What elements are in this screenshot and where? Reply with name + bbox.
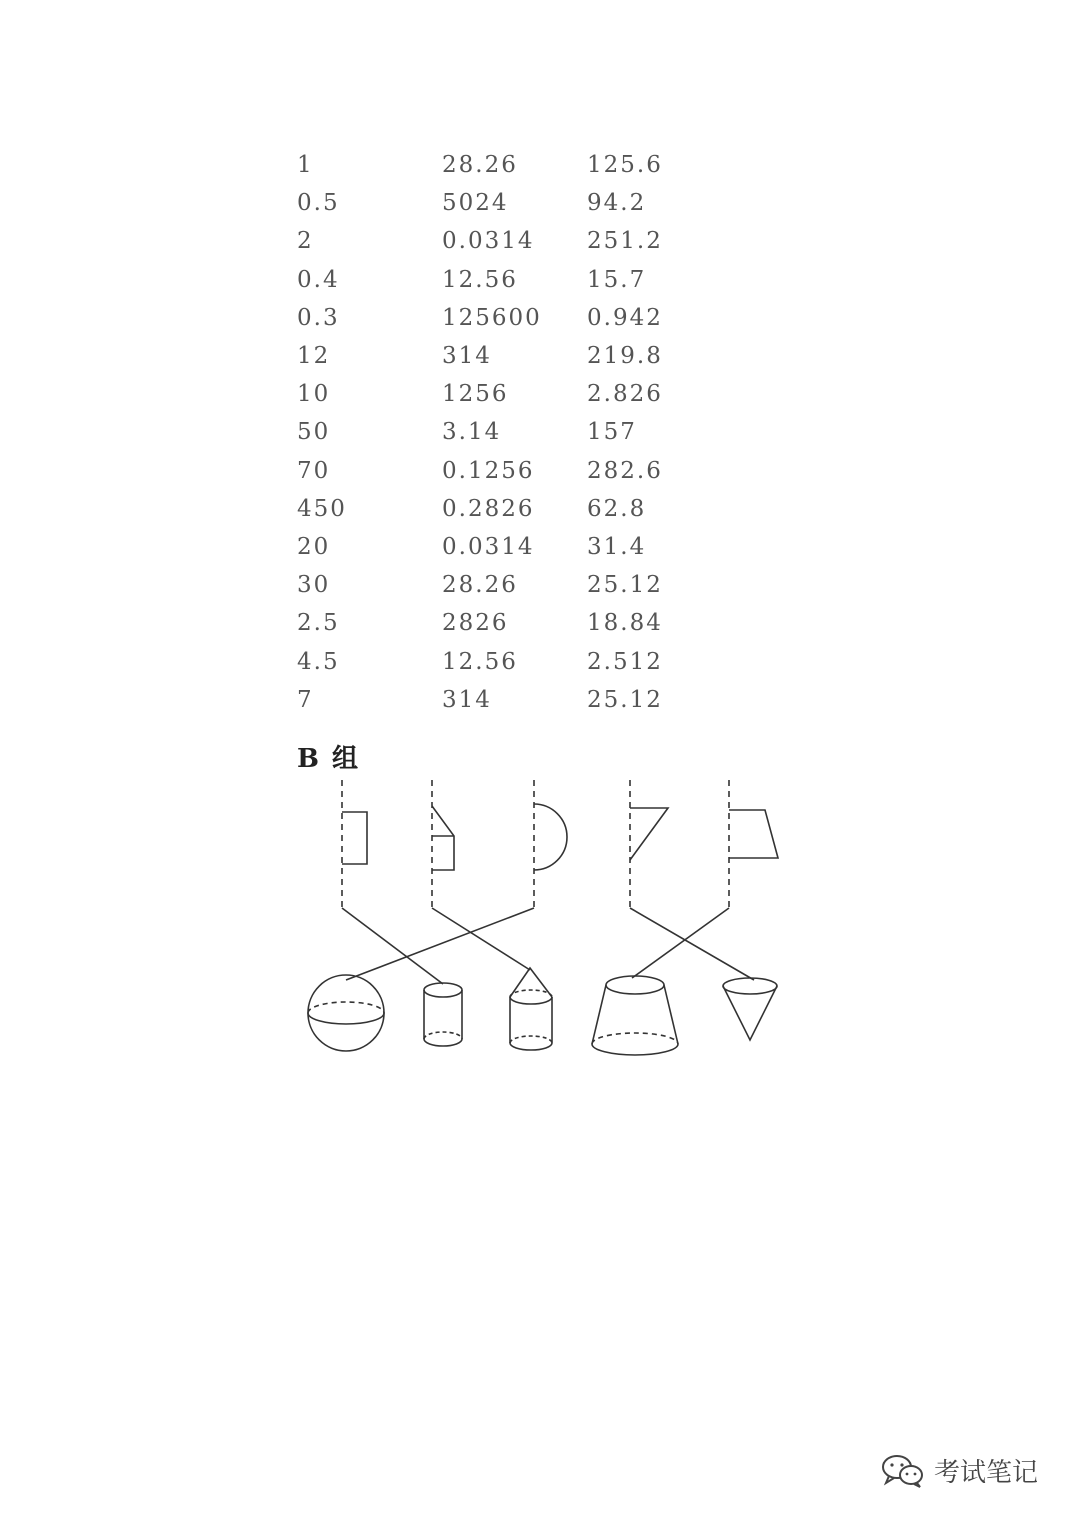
table-cell: 157 (587, 419, 637, 446)
match-line-1 (342, 908, 443, 984)
table-cell: 0.5 (297, 190, 340, 217)
table-cell: 70 (297, 457, 331, 484)
table-cell: 20 (297, 533, 331, 560)
watermark (880, 1452, 1038, 1489)
cylinder-cone-solid (510, 968, 552, 1050)
table-cell: 18.84 (587, 610, 663, 637)
match-line-4 (630, 908, 754, 980)
watermark-text: 考试笔记 (934, 1458, 1039, 1488)
wechat-icon (880, 1453, 926, 1489)
table-cell: 0.2826 (442, 495, 535, 522)
table-cell: 94.2 (587, 190, 647, 217)
table-cell: 125600 (442, 304, 542, 331)
table-cell: 12 (297, 343, 331, 370)
table-cell: 28.26 (442, 572, 518, 599)
table-cell: 1256 (442, 381, 509, 408)
sphere-solid (308, 975, 384, 1051)
matching-lines (342, 908, 754, 984)
table-cell: 31.4 (587, 533, 647, 560)
table-cell: 12.56 (442, 648, 518, 675)
table-cell: 2.512 (587, 648, 663, 675)
solid-figures (308, 968, 777, 1055)
rectangle-shape (342, 812, 367, 864)
match-line-3 (346, 908, 534, 980)
table-cell: 450 (297, 495, 347, 522)
table-cell: 2.5 (297, 610, 340, 637)
table-cell: 0.4 (297, 266, 340, 293)
table-cell: 282.6 (587, 457, 663, 484)
table-cell: 314 (442, 686, 492, 713)
table-cell: 3.14 (442, 419, 502, 446)
table-cell: 125.6 (587, 152, 663, 179)
table-cell: 0.1256 (442, 457, 535, 484)
table-cell: 7 (297, 686, 314, 713)
table-cell: 30 (297, 572, 331, 599)
table-cell: 0.0314 (442, 228, 535, 255)
table-cell: 251.2 (587, 228, 663, 255)
plane-shapes (342, 804, 778, 870)
frustum-solid (592, 976, 678, 1055)
table-cell: 28.26 (442, 152, 518, 179)
table-cell: 0.942 (587, 304, 663, 331)
table-cell: 15.7 (587, 266, 647, 293)
table-cell: 4.5 (297, 648, 340, 675)
triangle-rectangle-shape (432, 806, 454, 870)
table-cell: 0.0314 (442, 533, 535, 560)
table-cell: 0.3 (297, 304, 340, 331)
cylinder-solid (424, 983, 462, 1046)
table-cell: 219.8 (587, 343, 663, 370)
semicircle-shape (534, 804, 567, 870)
table-cell: 10 (297, 381, 331, 408)
table-cell: 12.56 (442, 266, 518, 293)
table-cell: 1 (297, 152, 314, 179)
section-b-title: B 组 (297, 744, 361, 774)
trapezoid-shape (729, 810, 778, 858)
table-cell: 2.826 (587, 381, 663, 408)
table-cell: 2 (297, 228, 314, 255)
right-triangle-shape (630, 808, 668, 860)
table-cell: 5024 (442, 190, 509, 217)
table-cell: 62.8 (587, 495, 647, 522)
table-cell: 25.12 (587, 572, 663, 599)
cone-solid (723, 978, 777, 1040)
table-cell: 50 (297, 419, 331, 446)
table-cell: 25.12 (587, 686, 663, 713)
table-cell: 2826 (442, 610, 509, 637)
match-line-2 (432, 908, 530, 970)
table-cell: 314 (442, 343, 492, 370)
rotation-axes (342, 780, 729, 908)
